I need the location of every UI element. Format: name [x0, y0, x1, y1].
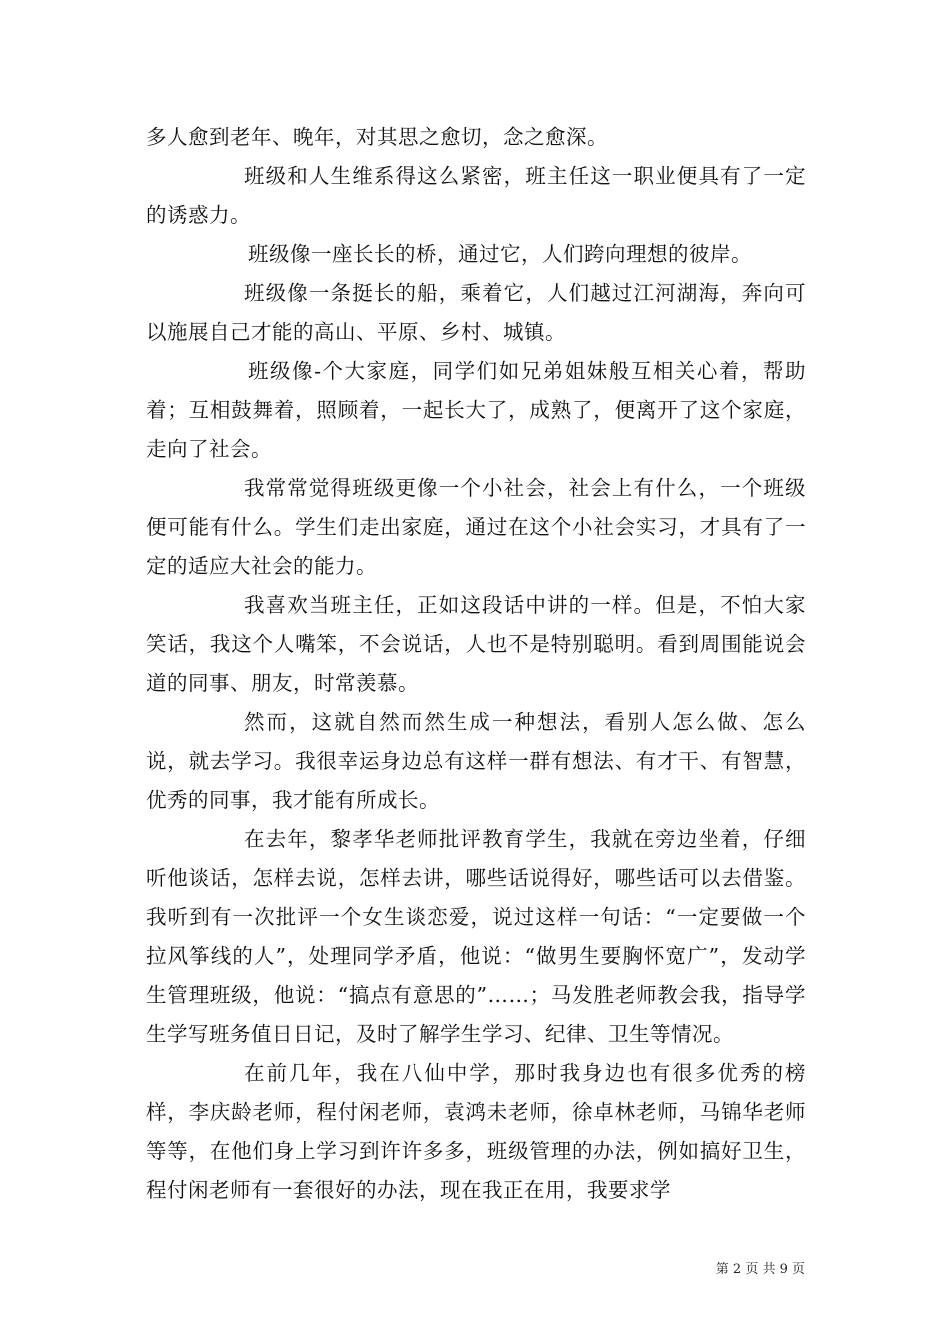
paragraph: 我喜欢当班主任，正如这段话中讲的一样。但是，不怕大家笑话，我这个人嘴笨，不会说话，人也不是特别聪明。看到周围能说会道的同事、朋友，时常羡慕。	[146, 593, 806, 695]
paragraph: 班级和人生维系得这么紧密，班主任这一职业便具有了一定的诱惑力。	[146, 164, 806, 227]
paragraph: 班级像一座长长的桥，通过它，人们跨向理想的彼岸。	[248, 242, 752, 266]
paragraph: 我常常觉得班级更像一个小社会，社会上有什么，一个班级便可能有什么。学生们走出家庭，通过在这个小社会实习，才具有了一定的适应大社会的能力。	[146, 476, 806, 578]
paragraph-continuation: 多人愈到老年、晚年，对其思之愈切，念之愈深。	[146, 125, 608, 149]
body-text	[146, 118, 806, 1210]
paragraph: 班级像一条挺长的船，乘着它，人们越过江河湖海，奔向可以施展自己才能的高山、平原、乡村、城镇。	[146, 281, 806, 344]
paragraph: 班级像-个大家庭，同学们如兄弟姐妹般互相关心着，帮助着；互相鼓舞着，照顾着，一起长大了，成熟了，便离开了这个家庭，走向了社会。	[146, 359, 806, 461]
page-number-footer: 第 2 页 共 9 页	[715, 1262, 805, 1277]
paragraph: 在前几年，我在八仙中学，那时我身边也有很多优秀的榜样，李庆龄老师，程付闲老师，袁鸿未老师，徐卓林老师，马锦华老师等等，在他们身上学习到许许多多，班级管理的办法，例如搞好卫生，程付闲老师有一套很好的办法，现在我正在用，我要求学	[146, 1061, 806, 1202]
paragraph: 然而，这就自然而然生成一种想法，看别人怎么做、怎么说，就去学习。我很幸运身边总有这样一群有想法、有才干、有智慧，优秀的同事，我才能有所成长。	[146, 710, 806, 812]
paragraph: 在去年，黎孝华老师批评教育学生，我就在旁边坐着，仔细听他谈话，怎样去说，怎样去讲，哪些话说得好，哪些话可以去借鉴。我听到有一次批评一个女生谈恋爱，说过这样一句话：“一定要做一个拉风筝线的人”，处理同学矛盾，他说：“做男生要胸怀宽广”，发动学生管理班级，他说：“搞点有意思的”……；马发胜老师教会我，指导学生学写班务值日日记，及时了解学生学习、纪律、卫生等情况。	[146, 827, 806, 1046]
